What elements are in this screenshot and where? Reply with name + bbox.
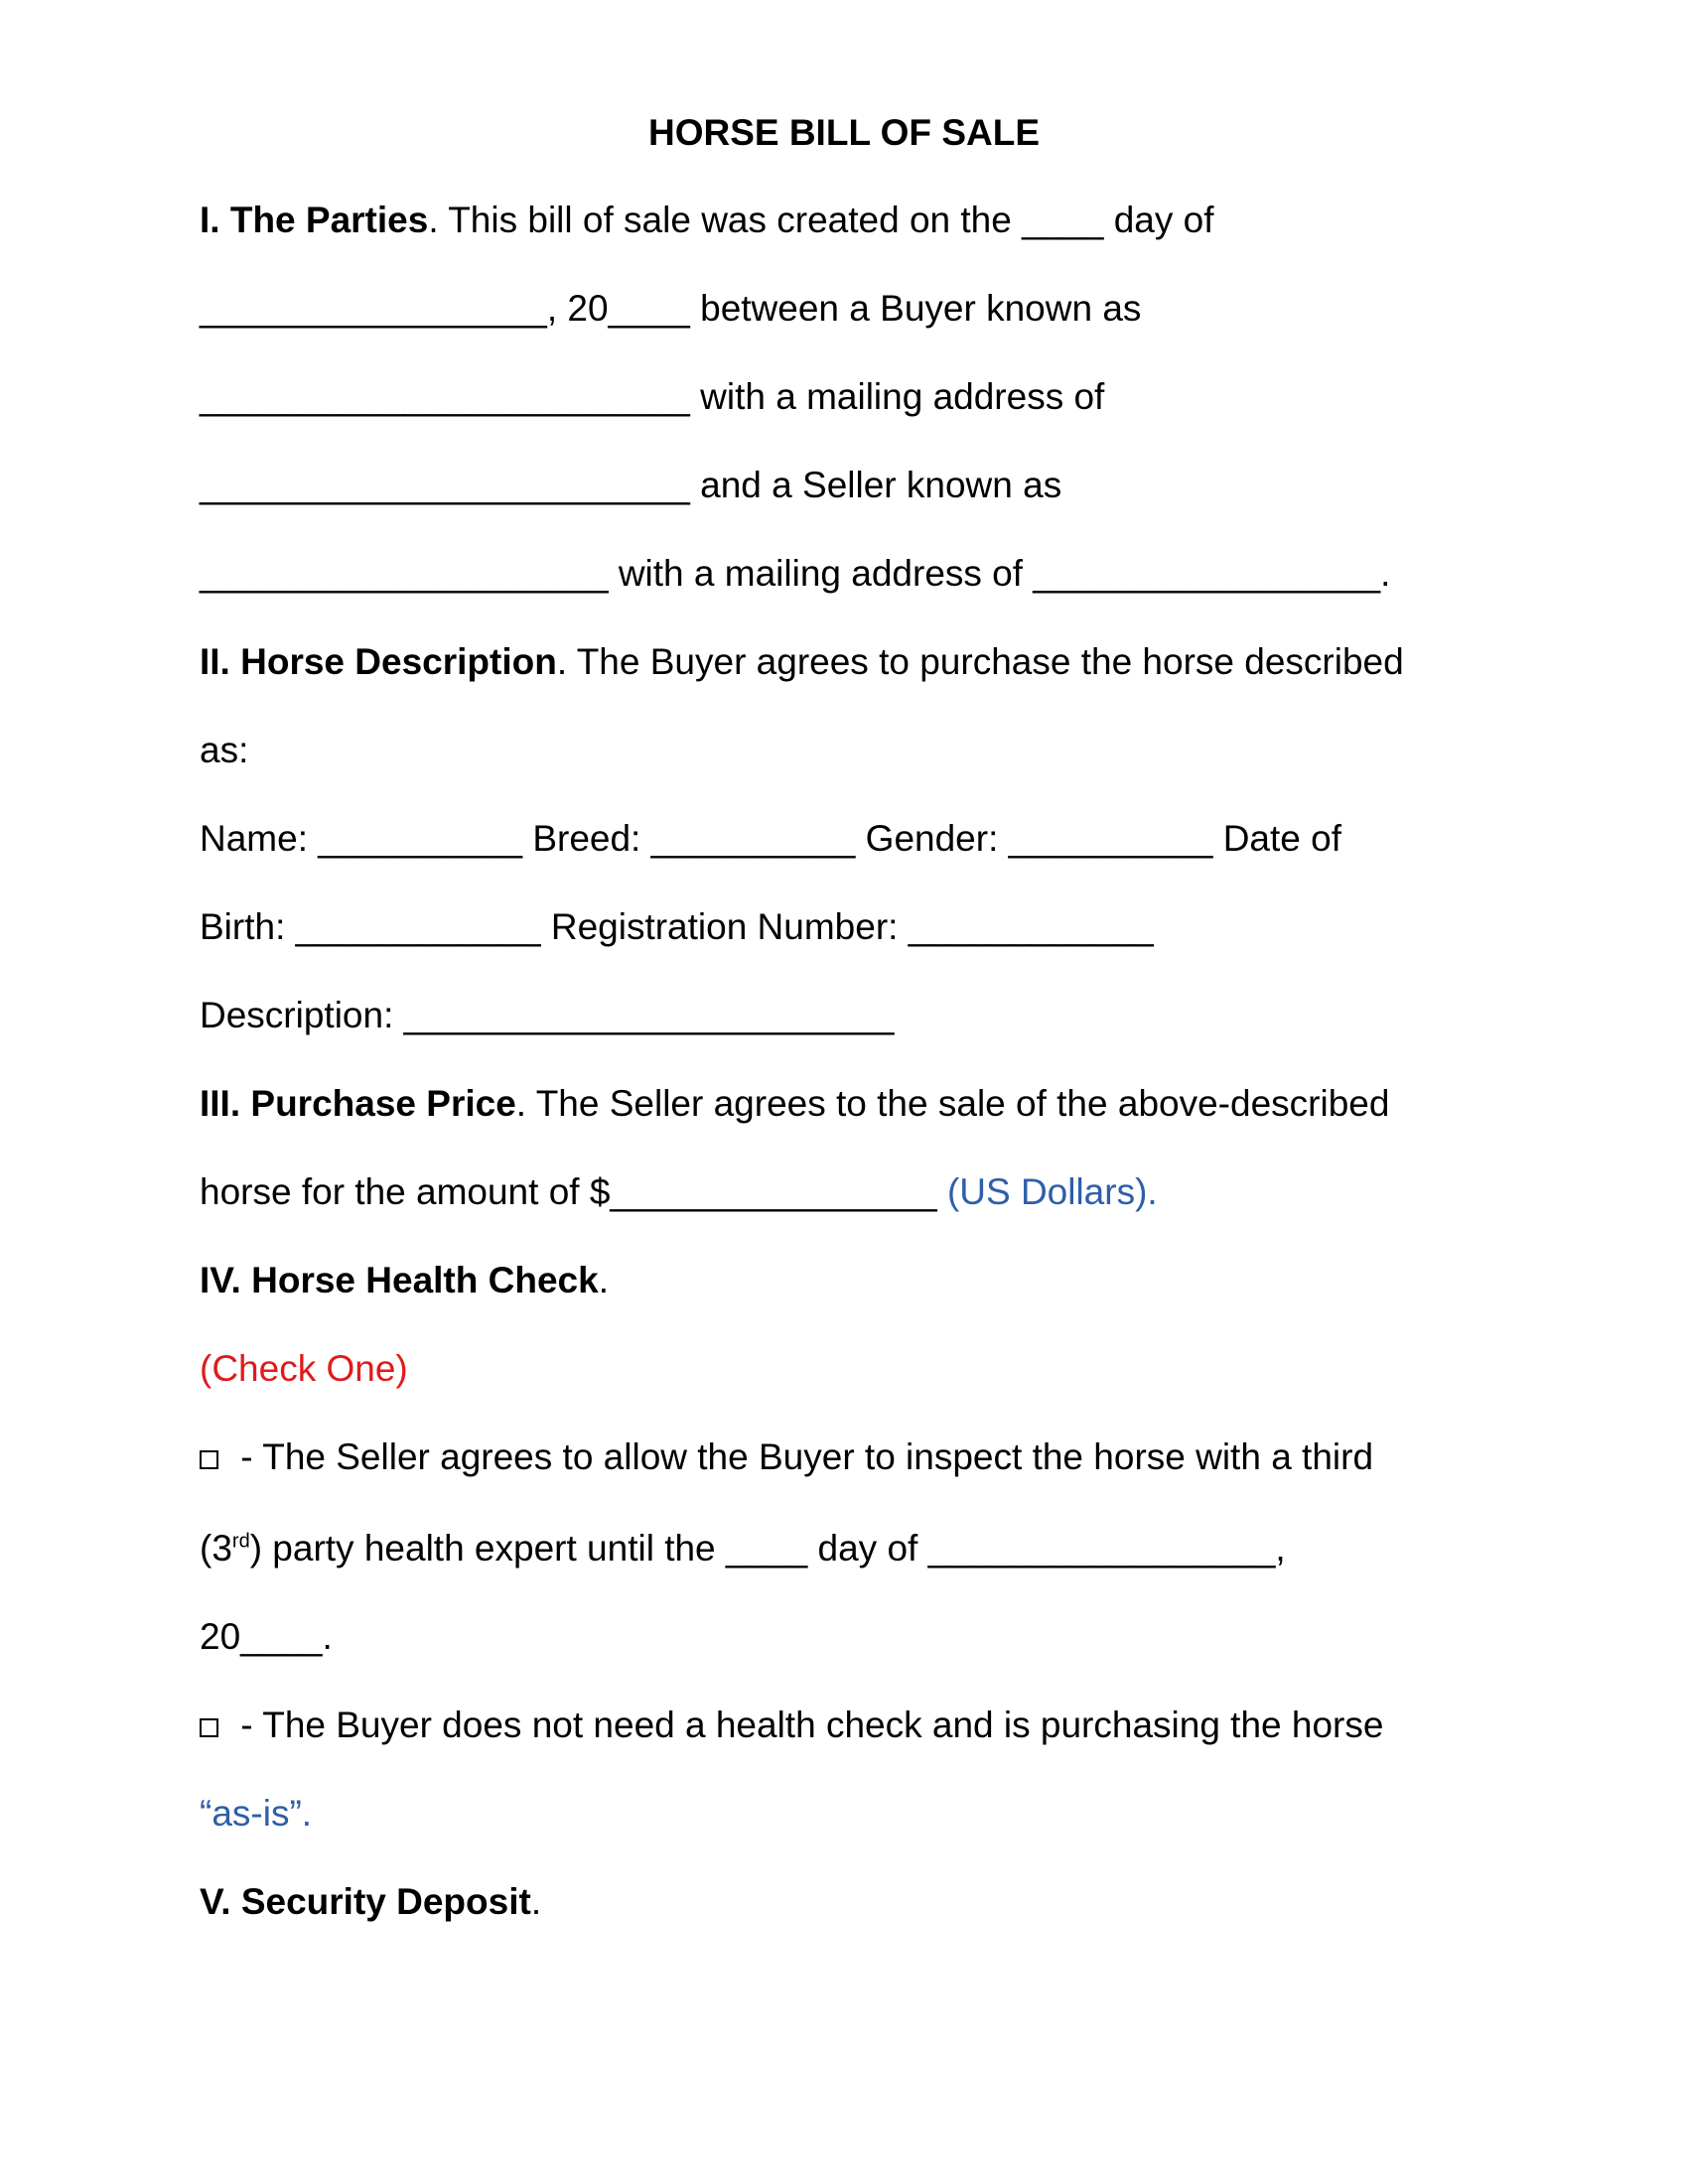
horse-description-field: Description: ________________________: [200, 995, 895, 1035]
parties-line-1: [200, 199, 1214, 242]
health-option-2-checkbox[interactable]: [200, 1718, 218, 1737]
health-option-1-text-1: - The Seller agrees to allow the Buyer to inspect the horse with a third: [230, 1436, 1374, 1477]
security-deposit-line: [200, 1880, 541, 1924]
health-check-heading: IV. Horse Health Check: [200, 1260, 599, 1300]
parties-heading: I. The Parties: [200, 200, 429, 240]
horse-fields-line-1: Name: __________ Breed: __________ Gender: __________ Date of: [200, 818, 1341, 859]
parties-line-5: ____________________ with a mailing address of _________________.: [200, 553, 1391, 594]
health-option-1-text-2a: (3: [200, 1528, 232, 1569]
health-option-2-line-1: [200, 1704, 1383, 1747]
security-deposit-period: .: [530, 1881, 542, 1922]
us-dollars-note: (US Dollars).: [946, 1171, 1158, 1212]
health-check-line: [200, 1259, 609, 1302]
health-option-1-text-2b: ) party health expert until the ____ day of _________________,: [249, 1528, 1286, 1569]
purchase-price-line-1: [200, 1082, 1389, 1126]
purchase-price-text-1: . The Seller agrees to the sale of the above-described: [515, 1083, 1390, 1124]
horse-fields-line-2: Birth: ____________ Registration Number: ____________: [200, 906, 1154, 947]
ordinal-suffix: rd: [231, 1530, 250, 1553]
as-is-note: “as-is”.: [200, 1793, 313, 1834]
parties-line-4: ________________________ and a Seller known as: [200, 465, 1062, 505]
purchase-price-amount: horse for the amount of $________________: [200, 1171, 947, 1212]
security-deposit-heading: V. Security Deposit: [200, 1881, 531, 1922]
parties-line-2: _________________, 20____ between a Buyer known as: [200, 288, 1142, 329]
horse-description-text-1: . The Buyer agrees to purchase the horse described: [556, 641, 1404, 682]
horse-description-line-2: as:: [200, 730, 249, 770]
parties-text-1: . This bill of sale was created on the ____ day of: [428, 200, 1214, 240]
horse-description-line-1: [200, 640, 1404, 684]
horse-description-heading: II. Horse Description: [200, 641, 557, 682]
check-one-note: (Check One): [200, 1348, 408, 1389]
health-option-1-checkbox[interactable]: [200, 1450, 218, 1469]
purchase-price-heading: III. Purchase Price: [200, 1083, 516, 1124]
health-option-1-line-3: 20____.: [200, 1616, 333, 1657]
health-option-2-text-1: - The Buyer does not need a health check and is purchasing the horse: [230, 1705, 1384, 1745]
health-option-1-line-1: [200, 1435, 1373, 1479]
parties-line-3: ________________________ with a mailing address of: [200, 376, 1105, 417]
purchase-price-line-2: [200, 1170, 1158, 1214]
health-check-period: .: [598, 1260, 609, 1300]
health-option-1-line-2: [200, 1527, 1286, 1570]
document-title: HORSE BILL OF SALE: [647, 112, 1040, 153]
